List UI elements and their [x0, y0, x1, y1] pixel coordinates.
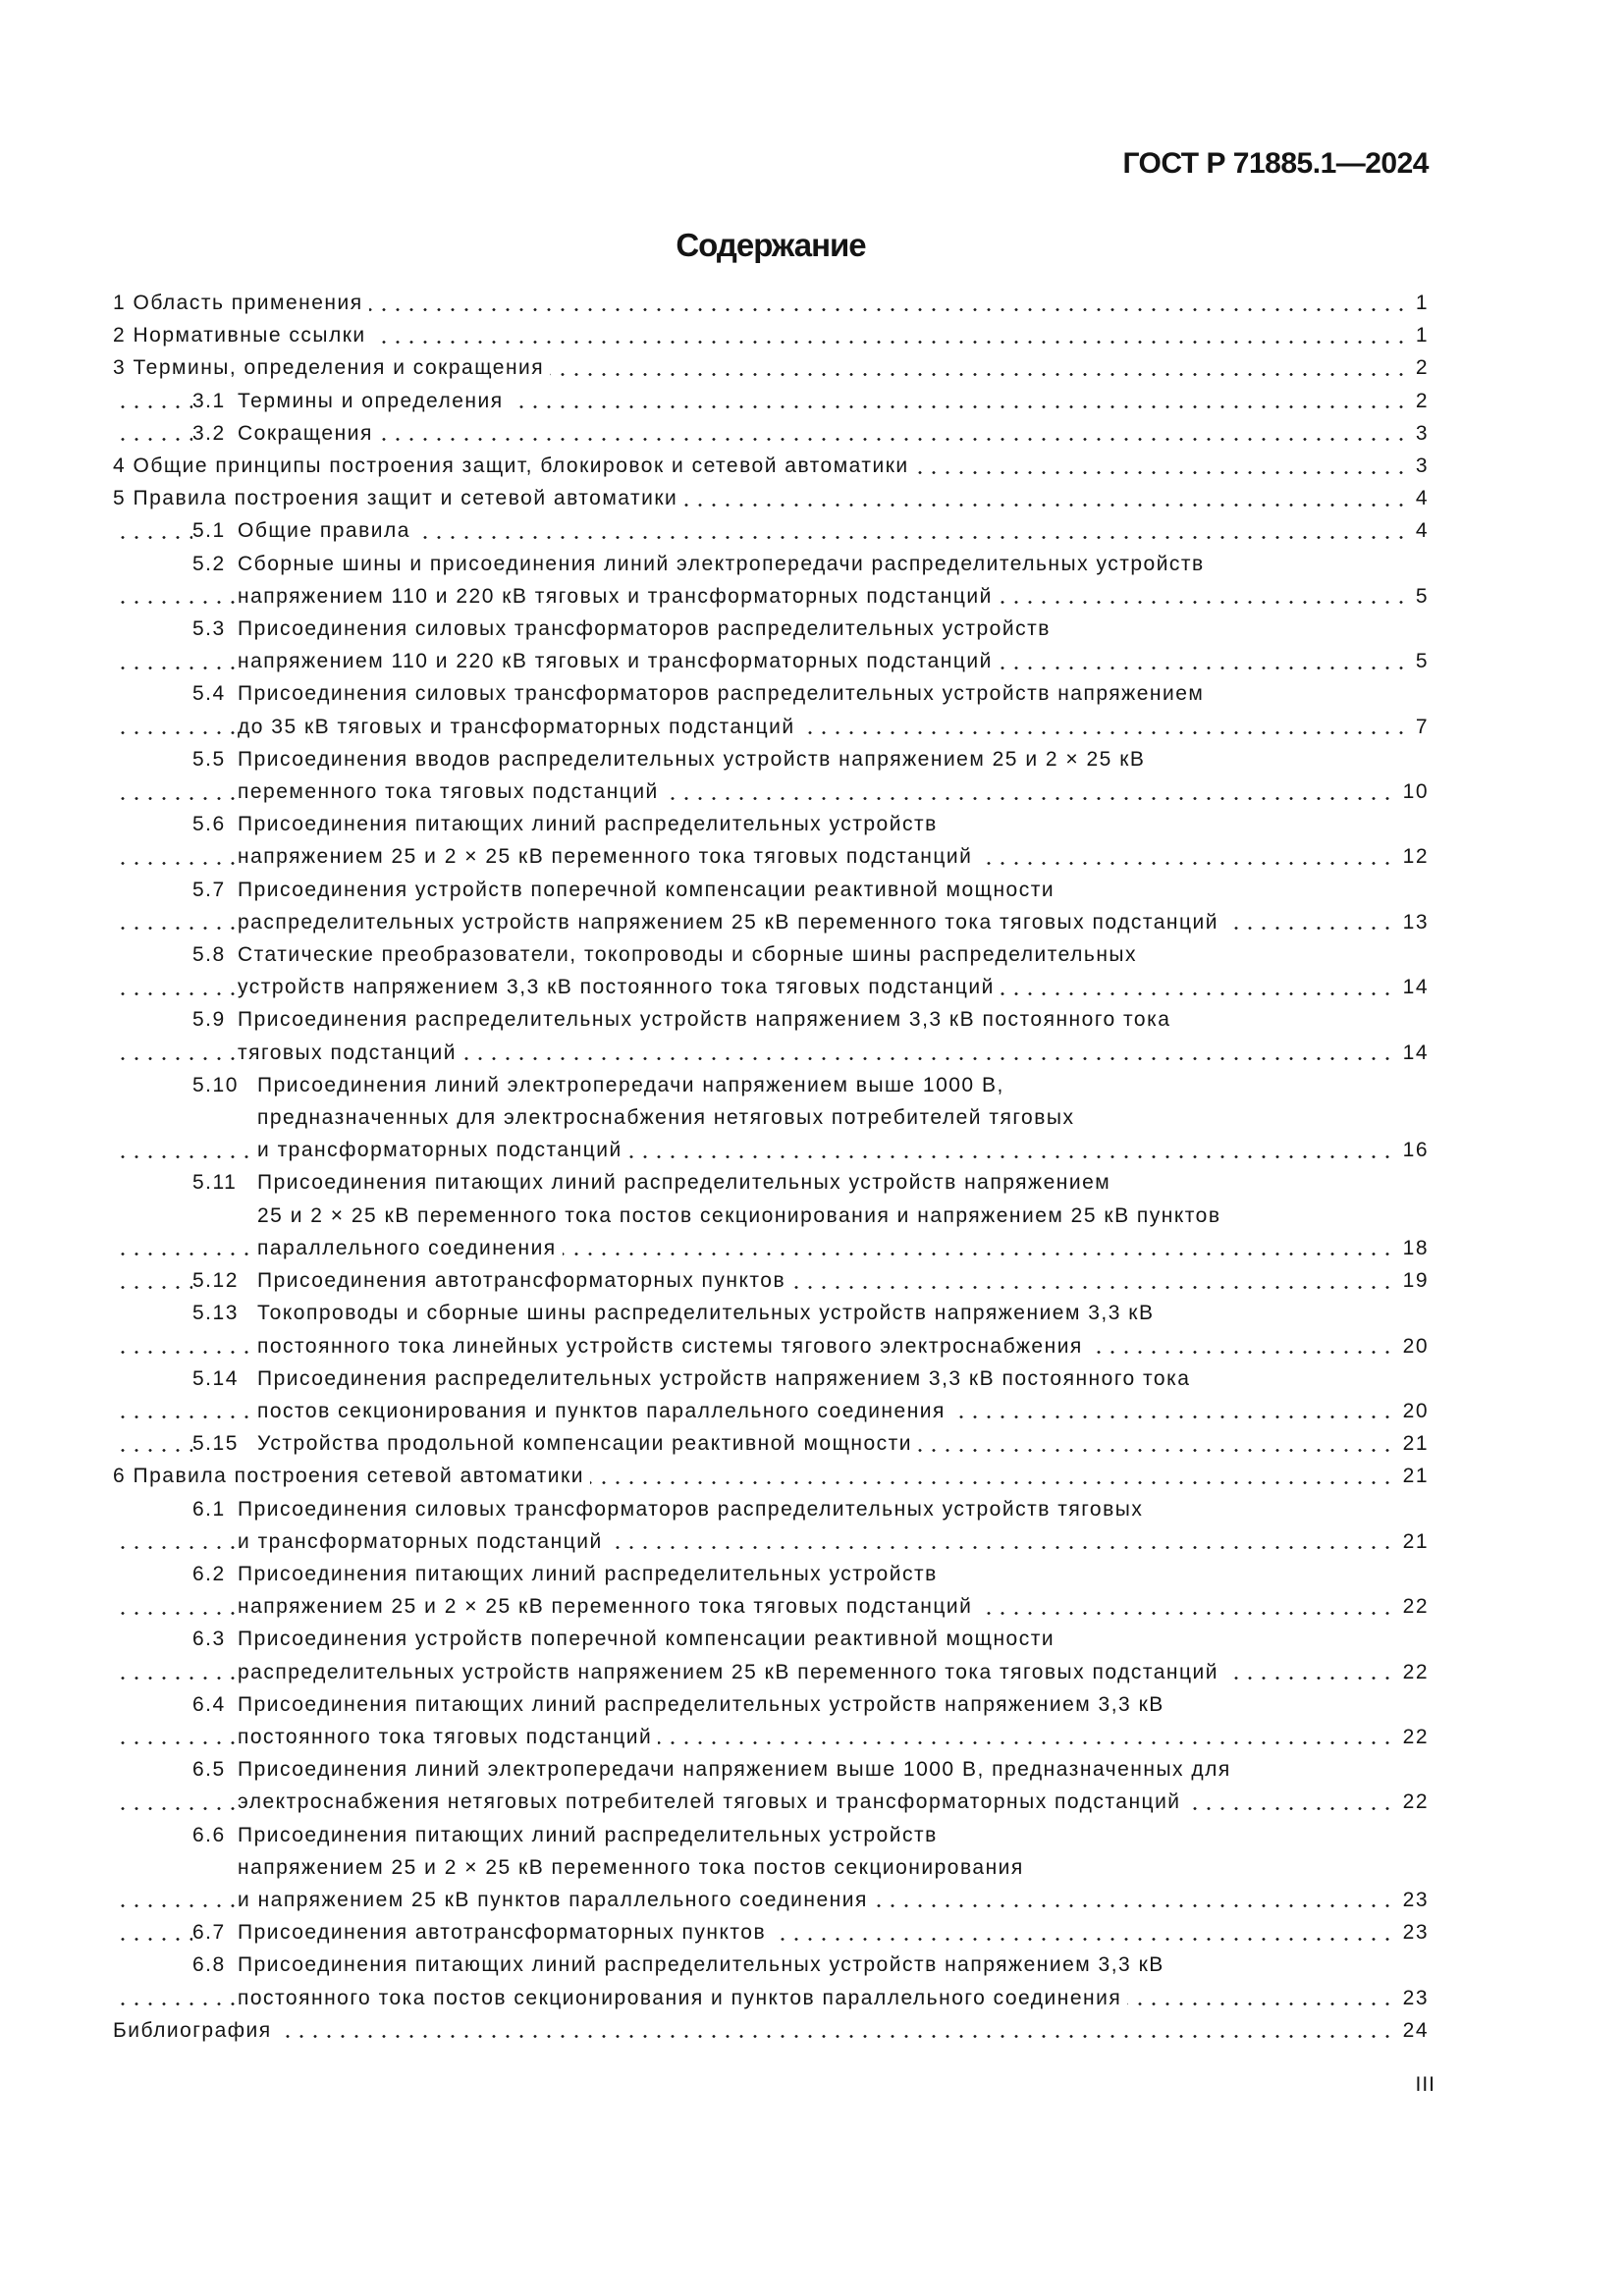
- section-number: 5.12: [192, 1264, 257, 1297]
- toc-line-text: переменного тока тяговых подстанций: [238, 775, 665, 808]
- toc-entry: [113, 743, 1429, 808]
- section-number: 6.6: [192, 1819, 238, 1851]
- page-number: 22: [1399, 1590, 1429, 1623]
- toc-line-text: Присоединения питающих линий распределительных устройств напряжением 3,3 кВ: [238, 1949, 1170, 1981]
- page-number: 4: [1412, 514, 1429, 547]
- toc-line: [113, 1656, 1429, 1688]
- toc-line-text: напряжением 25 и 2 × 25 кВ переменного тока постов секционирования: [238, 1851, 1030, 1884]
- document-code: ГОСТ Р 71885.1—2024: [1122, 147, 1429, 180]
- toc-line-text: Общие правила: [238, 514, 416, 547]
- toc-line: [113, 677, 1429, 710]
- toc-line-text: и трансформаторных подстанций: [257, 1134, 628, 1166]
- toc-line-text: и напряжением 25 кВ пунктов параллельного соединения: [238, 1884, 874, 1916]
- toc-line-text: Присоединения питающих линий распределительных устройств напряжением: [257, 1166, 1116, 1199]
- page-number: 23: [1399, 1916, 1429, 1949]
- toc-entry: [113, 1264, 1429, 1297]
- page-number: 14: [1399, 1037, 1429, 1069]
- toc-line: [113, 1721, 1429, 1753]
- page-number: 14: [1399, 971, 1429, 1003]
- section-number: 6.7: [192, 1916, 238, 1949]
- page-number: 13: [1399, 906, 1429, 938]
- section-number: 5.15: [192, 1427, 257, 1460]
- toc-line: [113, 711, 1429, 743]
- page-number: 4: [1412, 482, 1429, 514]
- toc-line: [113, 450, 1429, 482]
- page-number: 22: [1399, 1656, 1429, 1688]
- toc-entry: [113, 874, 1429, 938]
- toc-line-text: Присоединения линий электропередачи напряжением выше 1000 В,: [257, 1069, 1010, 1101]
- toc-line-text: Присоединения силовых трансформаторов распределительных устройств тяговых: [238, 1493, 1149, 1525]
- toc-entry: [113, 1688, 1429, 1753]
- toc-line: [113, 613, 1429, 645]
- toc-line: [113, 417, 1429, 450]
- toc-line: [113, 874, 1429, 906]
- toc-line: [113, 1916, 1429, 1949]
- toc-line: [113, 1753, 1429, 1786]
- toc-line-text: Присоединения автотрансформаторных пунктов: [238, 1916, 772, 1949]
- section-number: 5.10: [192, 1069, 257, 1101]
- toc-line-text: Присоединения силовых трансформаторов распределительных устройств напряжением: [238, 677, 1210, 710]
- toc-line: [113, 1786, 1429, 1818]
- page-number: 21: [1399, 1427, 1429, 1460]
- toc-line: [113, 1232, 1429, 1264]
- toc-line-text: Присоединения питающих линий распределительных устройств: [238, 808, 944, 840]
- toc-line: [113, 1884, 1429, 1916]
- toc-line-text: 5 Правила построения защит и сетевой автоматики: [113, 482, 683, 514]
- toc-entry: [113, 1558, 1429, 1623]
- toc-line-text: распределительных устройств напряжением 25 кВ переменного тока тяговых подстанций: [238, 906, 1224, 938]
- toc-line: [113, 1493, 1429, 1525]
- toc-line-text: постоянного тока постов секционирования и пунктов параллельного соединения: [238, 1982, 1127, 2014]
- toc-entry: [113, 1623, 1429, 1687]
- section-number: 5.7: [192, 874, 238, 906]
- toc-line: [113, 938, 1429, 971]
- section-number: 6.2: [192, 1558, 238, 1590]
- toc-line-text: 2 Нормативные ссылки: [113, 319, 372, 351]
- toc-line: [113, 1395, 1429, 1427]
- toc-line-text: электроснабжения нетяговых потребителей тяговых и трансформаторных подстанций: [238, 1786, 1187, 1818]
- page-number: 20: [1399, 1395, 1429, 1427]
- toc-line: [113, 840, 1429, 873]
- section-number: 6.8: [192, 1949, 238, 1981]
- toc-line-text: параллельного соединения: [257, 1232, 563, 1264]
- page-number: 21: [1399, 1460, 1429, 1492]
- toc-line-text: устройств напряжением 3,3 кВ постоянного тока тяговых подстанций: [238, 971, 1001, 1003]
- toc-entry: [113, 1753, 1429, 1818]
- toc-line: [113, 1166, 1429, 1199]
- toc-line-text: 25 и 2 × 25 кВ переменного тока постов секционирования и напряжением 25 кВ пунктов: [257, 1200, 1227, 1232]
- toc-line-text: 6 Правила построения сетевой автоматики: [113, 1460, 590, 1492]
- section-number: 6.5: [192, 1753, 238, 1786]
- toc-line-text: Присоединения вводов распределительных устройств напряжением 25 и 2 × 25 кВ: [238, 743, 1151, 775]
- toc-entry: [113, 548, 1429, 613]
- toc-entry: [113, 1003, 1429, 1068]
- toc-line-text: и трансформаторных подстанций: [238, 1525, 609, 1558]
- toc-entry: [113, 482, 1429, 514]
- section-number: 6.1: [192, 1493, 238, 1525]
- toc-line: [113, 1590, 1429, 1623]
- toc-line-text: Сборные шины и присоединения линий электропередачи распределительных устройств: [238, 548, 1211, 580]
- toc-line: [113, 319, 1429, 351]
- toc-entry: [113, 319, 1429, 351]
- toc-line: [113, 1330, 1429, 1362]
- page-number-roman: III: [1415, 2073, 1435, 2096]
- toc-line-text: Термины и определения: [238, 385, 510, 417]
- toc-entry: [113, 1297, 1429, 1362]
- toc-line: [113, 1623, 1429, 1655]
- section-number: 5.4: [192, 677, 238, 710]
- toc-line: [113, 1558, 1429, 1590]
- page-number: 19: [1399, 1264, 1429, 1297]
- toc-line: [113, 1134, 1429, 1166]
- toc-line: [113, 1037, 1429, 1069]
- toc-line: [113, 1200, 1429, 1232]
- toc-entry: [113, 1069, 1429, 1167]
- toc-line: [113, 1297, 1429, 1329]
- toc-entry: [113, 938, 1429, 1003]
- toc-entry: [113, 1362, 1429, 1427]
- toc-entry: [113, 1427, 1429, 1460]
- toc-line: [113, 1427, 1429, 1460]
- toc-entry: [113, 1166, 1429, 1264]
- toc-line: [113, 1101, 1429, 1134]
- page-number: 20: [1399, 1330, 1429, 1362]
- toc-entry: [113, 450, 1429, 482]
- toc-entry: [113, 1819, 1429, 1917]
- toc-line-text: постов секционирования и пунктов параллельного соединения: [257, 1395, 951, 1427]
- toc-line-text: до 35 кВ тяговых и трансформаторных подстанций: [238, 711, 801, 743]
- page-number: 23: [1399, 1884, 1429, 1916]
- toc-line-text: напряжением 110 и 220 кВ тяговых и трансформаторных подстанций: [238, 580, 999, 613]
- toc-line-text: Присоединения питающих линий распределительных устройств напряжением 3,3 кВ: [238, 1688, 1170, 1721]
- toc-entry: [113, 808, 1429, 873]
- toc-line: [113, 1460, 1429, 1492]
- toc-entry: [113, 1493, 1429, 1558]
- toc-line-text: 4 Общие принципы построения защит, блокировок и сетевой автоматики: [113, 450, 915, 482]
- toc-entry: [113, 613, 1429, 677]
- toc-line: [113, 2014, 1429, 2047]
- toc-line-text: Сокращения: [238, 417, 379, 450]
- section-number: 6.3: [192, 1623, 238, 1655]
- toc-line: [113, 775, 1429, 808]
- toc-line: [113, 1949, 1429, 1981]
- page-number: 7: [1412, 711, 1429, 743]
- page-number: 2: [1412, 385, 1429, 417]
- section-number: 5.13: [192, 1297, 257, 1329]
- section-number: 5.3: [192, 613, 238, 645]
- toc-line: [113, 1819, 1429, 1851]
- toc-entry: [113, 351, 1429, 384]
- section-number: 5.8: [192, 938, 238, 971]
- toc-line-text: Присоединения устройств поперечной компенсации реактивной мощности: [238, 1623, 1060, 1655]
- toc-entry: [113, 514, 1429, 547]
- toc-line-text: 3 Термины, определения и сокращения: [113, 351, 550, 384]
- toc-line: [113, 482, 1429, 514]
- toc-entry: [113, 417, 1429, 450]
- toc-line-text: Присоединения питающих линий распределительных устройств: [238, 1819, 944, 1851]
- section-number: 5.6: [192, 808, 238, 840]
- toc-line-text: Токопроводы и сборные шины распределительных устройств напряжением 3,3 кВ: [257, 1297, 1160, 1329]
- toc-line-text: напряжением 110 и 220 кВ тяговых и трансформаторных подстанций: [238, 645, 999, 677]
- toc-line-text: предназначенных для электроснабжения нетяговых потребителей тяговых: [257, 1101, 1080, 1134]
- page-number: 22: [1399, 1786, 1429, 1818]
- page-number: 23: [1399, 1982, 1429, 2014]
- toc-line: [113, 1982, 1429, 2014]
- page-number: 10: [1399, 775, 1429, 808]
- page-number: 21: [1399, 1525, 1429, 1558]
- toc-line-text: тяговых подстанций: [238, 1037, 462, 1069]
- toc-entry: [113, 385, 1429, 417]
- page-number: 18: [1399, 1232, 1429, 1264]
- section-number: 5.9: [192, 1003, 238, 1036]
- page-number: 16: [1399, 1134, 1429, 1166]
- toc-line-text: напряжением 25 и 2 × 25 кВ переменного тока тяговых подстанций: [238, 840, 978, 873]
- toc-line-text: Статические преобразователи, токопроводы и сборные шины распределительных: [238, 938, 1143, 971]
- section-number: 5.1: [192, 514, 238, 547]
- toc-title: Содержание: [676, 227, 866, 263]
- section-number: 6.4: [192, 1688, 238, 1721]
- toc-line: [113, 514, 1429, 547]
- toc-line-text: 1 Область применения: [113, 287, 369, 319]
- toc-entry: [113, 1460, 1429, 1492]
- toc-line: [113, 743, 1429, 775]
- toc-line: [113, 1362, 1429, 1395]
- toc-line: [113, 1069, 1429, 1101]
- toc-line-text: Присоединения устройств поперечной компенсации реактивной мощности: [238, 874, 1060, 906]
- toc-entry: [113, 677, 1429, 742]
- toc-line-text: Присоединения линий электропередачи напряжением выше 1000 В, предназначенных для: [238, 1753, 1237, 1786]
- section-number: 5.5: [192, 743, 238, 775]
- page-number: 5: [1412, 645, 1429, 677]
- toc-line-text: Присоединения питающих линий распределительных устройств: [238, 1558, 944, 1590]
- toc-line: [113, 1525, 1429, 1558]
- toc-line-text: постоянного тока тяговых подстанций: [238, 1721, 658, 1753]
- toc-line-text: Присоединения автотрансформаторных пунктов: [257, 1264, 791, 1297]
- toc-line-text: Присоединения распределительных устройств напряжением 3,3 кВ постоянного тока: [238, 1003, 1176, 1036]
- toc-line: [113, 385, 1429, 417]
- toc-line-text: Присоединения распределительных устройств напряжением 3,3 кВ постоянного тока: [257, 1362, 1196, 1395]
- toc-line-text: распределительных устройств напряжением 25 кВ переменного тока тяговых подстанций: [238, 1656, 1224, 1688]
- toc-entry: [113, 1916, 1429, 1949]
- toc-line-text: напряжением 25 и 2 × 25 кВ переменного тока тяговых подстанций: [238, 1590, 978, 1623]
- toc-entry: [113, 287, 1429, 319]
- page-number: 3: [1412, 417, 1429, 450]
- toc-line: [113, 287, 1429, 319]
- page-number: 12: [1399, 840, 1429, 873]
- toc-line: [113, 1003, 1429, 1036]
- toc-line: [113, 645, 1429, 677]
- toc-line: [113, 1851, 1429, 1884]
- section-number: 5.2: [192, 548, 238, 580]
- toc-line-text: Присоединения силовых трансформаторов распределительных устройств: [238, 613, 1056, 645]
- toc-entry: [113, 1949, 1429, 2013]
- page-number: 3: [1412, 450, 1429, 482]
- section-number: 3.2: [192, 417, 238, 450]
- toc-line: [113, 548, 1429, 580]
- toc-line-text: Устройства продольной компенсации реактивной мощности: [257, 1427, 918, 1460]
- section-number: 5.14: [192, 1362, 257, 1395]
- toc-line: [113, 580, 1429, 613]
- toc-line: [113, 1688, 1429, 1721]
- page-number: 24: [1399, 2014, 1429, 2047]
- toc-line: [113, 351, 1429, 384]
- toc-line: [113, 808, 1429, 840]
- page-number: 22: [1399, 1721, 1429, 1753]
- section-number: 5.11: [192, 1166, 257, 1199]
- toc-entries: [113, 287, 1429, 2047]
- section-number: 3.1: [192, 385, 238, 417]
- page-number: 1: [1412, 319, 1429, 351]
- page-number: 1: [1412, 287, 1429, 319]
- toc-line-text: постоянного тока линейных устройств системы тягового электроснабжения: [257, 1330, 1089, 1362]
- toc-line-text: Библиография: [113, 2014, 278, 2047]
- page-number: 5: [1412, 580, 1429, 613]
- toc-entry: [113, 2014, 1429, 2047]
- toc-line: [113, 1264, 1429, 1297]
- page-number: 2: [1412, 351, 1429, 384]
- toc-line: [113, 971, 1429, 1003]
- toc-line: [113, 906, 1429, 938]
